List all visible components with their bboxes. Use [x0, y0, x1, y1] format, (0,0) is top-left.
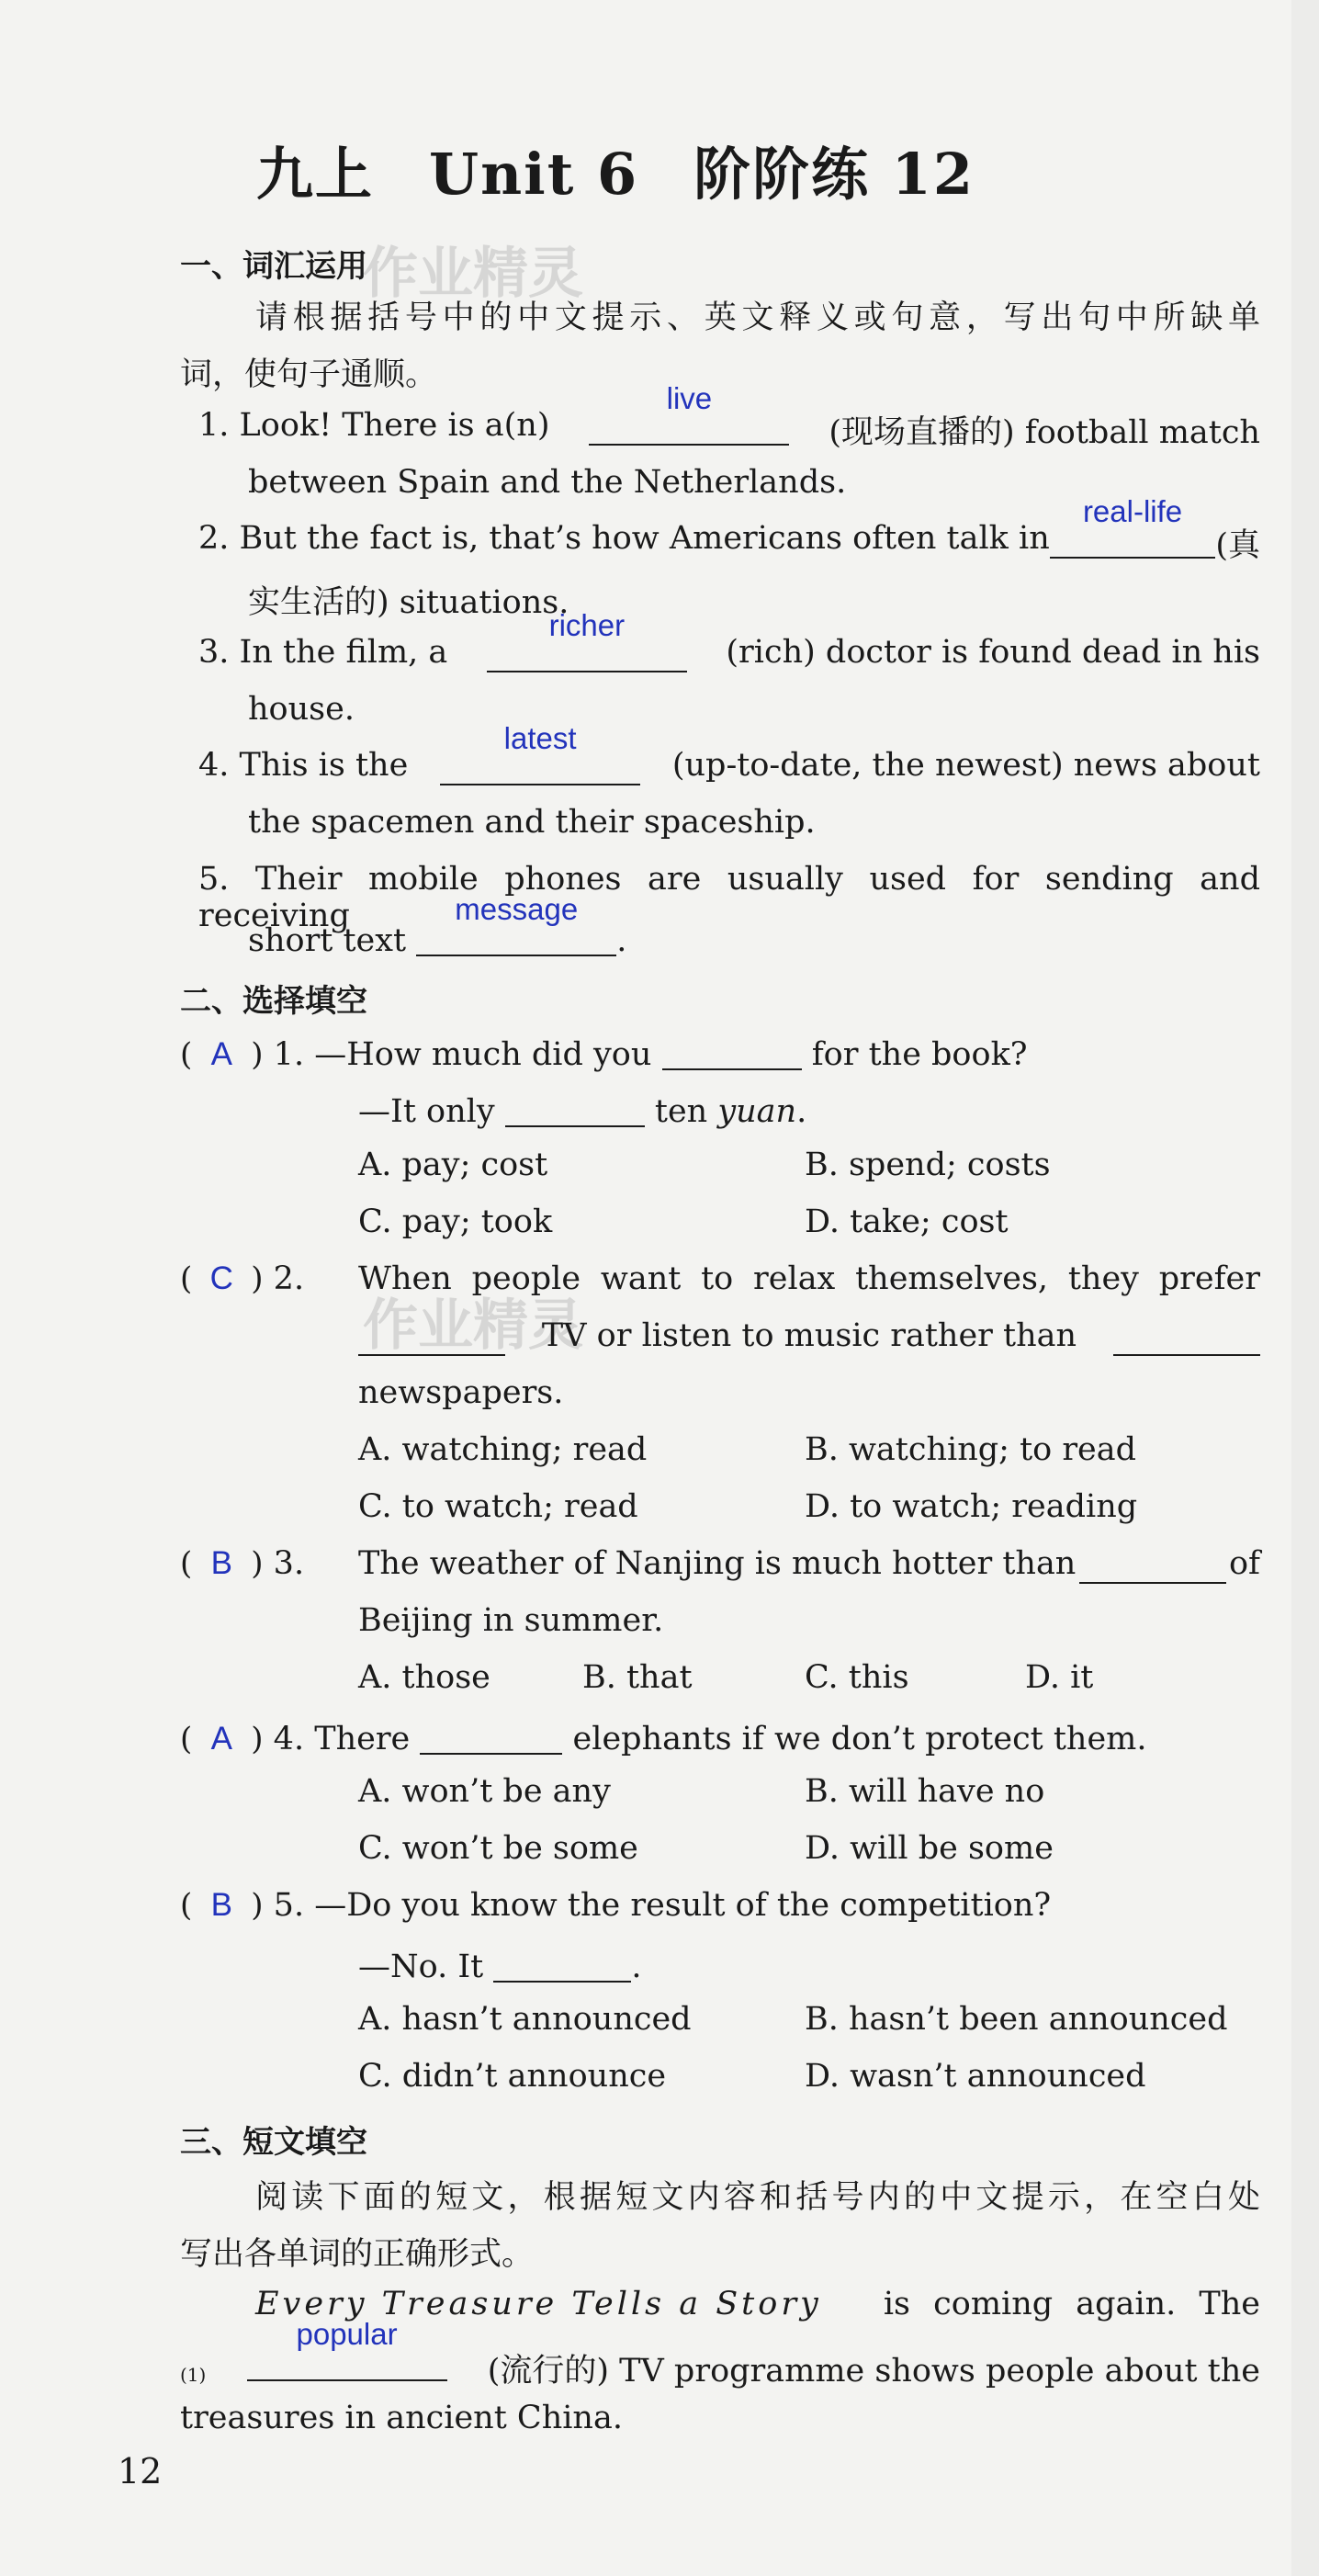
title-part-grade: 九上: [256, 141, 375, 208]
vocab-item-3-cont: house.: [248, 691, 355, 728]
passage-line-3: treasures in ancient China.: [180, 2400, 623, 2436]
mc-question-3-line1: The weather of Nanjing is much hotter than of: [358, 1545, 1260, 1582]
mc-blank: [1113, 1317, 1260, 1356]
mc-answer-4: A: [210, 1721, 232, 1757]
option-b: B. will have no: [805, 1773, 1045, 1810]
passage-line-2: (1) popular (流行的) TV programme shows people about the: [180, 2317, 1260, 2390]
mc-question-3: ( B ) 3.: [180, 1545, 305, 1582]
mc-question-2-line2: TV or listen to music rather than: [358, 1317, 1260, 1356]
mc-question-1: ( A ) 1. —How much did you for the book?: [180, 1032, 1028, 1073]
option-d: D. wasn’t announced: [805, 2058, 1146, 2095]
option-c: C. to watch; read: [358, 1488, 638, 1525]
passage-line-1: Every Treasure Tells a Story is coming again. The: [255, 2286, 1260, 2322]
section1-instruction-cont: 词，使句子通顺。: [180, 356, 438, 393]
section3-heading: 三、短文填空: [180, 2124, 367, 2161]
mc-question-2: ( C ) 2.: [180, 1260, 305, 1297]
answer-blank-5[interactable]: message: [416, 918, 616, 956]
passage-program-title: Every Treasure Tells a Story: [255, 2286, 822, 2322]
mc-blank: [1079, 1545, 1226, 1584]
section3-instruction-cont: 写出各单词的正确形式。: [180, 2236, 535, 2273]
vocab-item-1: 1. Look! There is a(n) live (现场直播的) football match: [198, 381, 1260, 451]
mc-answer-5: B: [210, 1887, 232, 1923]
mc-question-4: ( A ) 4. There elephants if we don’t protect them.: [180, 1716, 1147, 1757]
mc-blank: [493, 1944, 631, 1983]
mc-question-2-line3: newspapers.: [358, 1374, 564, 1411]
mc-answer-3: B: [210, 1545, 232, 1581]
passage-blank-1[interactable]: popular: [247, 2343, 447, 2381]
vocab-item-5-cont: short text message .: [248, 892, 627, 959]
option-c: C. pay; took: [358, 1203, 553, 1240]
answer-blank-1[interactable]: live: [589, 407, 789, 446]
mc-question-2-line1: When people want to relax themselves, they prefer: [358, 1260, 1260, 1297]
section2-heading: 二、选择填空: [180, 983, 367, 1020]
option-d: D. take; cost: [805, 1203, 1009, 1240]
vocab-item-4-cont: the spacemen and their spaceship.: [248, 804, 816, 841]
option-c: C. didn’t announce: [358, 2058, 667, 2095]
title-part-unit: Unit 6: [429, 141, 639, 208]
option-c: C. won’t be some: [358, 1830, 638, 1867]
option-d: D. will be some: [805, 1830, 1054, 1867]
option-a: A. won’t be any: [358, 1773, 611, 1810]
mc-blank: [662, 1032, 802, 1070]
watermark: 作业精灵: [363, 242, 583, 306]
vocab-item-2-cont: 实生活的) situations.: [248, 584, 569, 621]
vocab-item-4: 4. This is the latest (up-to-date, the newest) news about: [198, 721, 1260, 784]
option-b: B. hasn’t been announced: [805, 2001, 1228, 2038]
page-title: [0, 129, 1231, 210]
option-b: B. spend; costs: [805, 1147, 1051, 1183]
mc-question-3-line2: Beijing in summer.: [358, 1602, 664, 1639]
mc-question-1-line2: —It only ten yuan.: [358, 1089, 806, 1130]
vocab-item-3: 3. In the film, a richer (rich) doctor is found dead in his: [198, 608, 1260, 671]
option-d: D. to watch; reading: [805, 1488, 1138, 1525]
mc-blank: [358, 1317, 505, 1356]
option-c: C. this: [805, 1659, 909, 1696]
page-number: 12: [118, 2451, 163, 2491]
mc-question-5-line2: —No. It .: [358, 1944, 642, 1985]
vocab-item-1-cont: between Spain and the Netherlands.: [248, 464, 847, 501]
mc-question-5: ( B ) 5. —Do you know the result of the competition?: [180, 1887, 1052, 1924]
mc-answer-2: C: [209, 1260, 233, 1296]
watermark: 作业精灵: [363, 1294, 583, 1358]
vocab-item-2: 2. But the fact is, that’s how Americans often talk in real-life (真: [198, 494, 1260, 564]
option-d: D. it: [1025, 1659, 1094, 1696]
page-edge: [1291, 0, 1319, 2576]
option-b: B. watching; to read: [805, 1431, 1137, 1468]
section1-heading: 一、词汇运用: [180, 248, 367, 285]
title-part-practice: 阶阶练 12: [693, 141, 975, 208]
option-a: A. those: [358, 1659, 490, 1696]
option-a: A. pay; cost: [358, 1147, 548, 1183]
answer-blank-4[interactable]: latest: [440, 747, 640, 785]
mc-blank: [420, 1716, 562, 1755]
section3-instruction: 阅读下面的短文，根据短文内容和括号内的中文提示，在空白处: [255, 2179, 1260, 2216]
answer-blank-2[interactable]: real-life: [1050, 520, 1216, 559]
option-a: A. hasn’t announced: [358, 2001, 692, 2038]
vocab-item-5: 5. Their mobile phones are usually used for sending and receiving: [198, 861, 1260, 934]
option-b: B. that: [582, 1659, 693, 1696]
answer-blank-3[interactable]: richer: [487, 634, 687, 672]
mc-answer-1: A: [210, 1036, 232, 1072]
option-a: A. watching; read: [358, 1431, 648, 1468]
section1-instruction: 请根据括号中的中文提示、英文释义或句意，写出句中所缺单: [255, 299, 1260, 336]
mc-blank: [505, 1089, 645, 1127]
